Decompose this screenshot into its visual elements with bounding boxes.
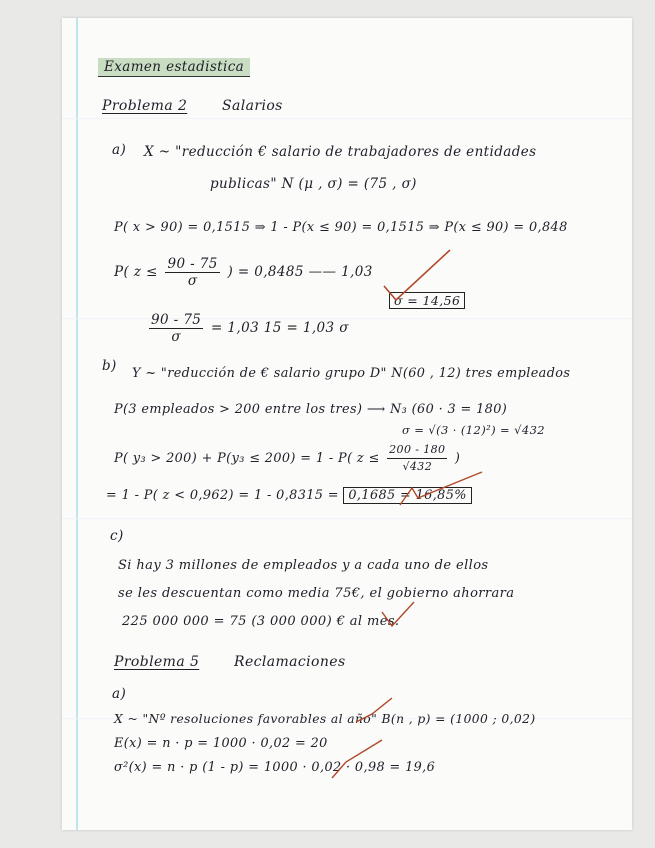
p5-line-1: X ~ "Nº resoluciones favorables al año" B(n , p) = (1000 ; 0,02) xyxy=(114,712,536,726)
sigma-result-box: σ = 14,56 xyxy=(389,292,465,309)
part-a-label: a) xyxy=(112,142,127,158)
p2-b-line-2: P(3 empleados > 200 entre los tres) ⟶ N₃ (60 · 3 = 180) xyxy=(114,402,508,417)
part-c-label: c) xyxy=(110,528,124,544)
p2-c-line-2: se les descuentan como media 75€, el gobierno ahorrara xyxy=(118,586,515,601)
grading-marks xyxy=(62,18,632,830)
p2-equation-3: $\frac{90 - 75}{\sigma}$ = 1,03 15 = 1,03 σ xyxy=(151,312,349,345)
fraction: $\frac{90 - 75}{\sigma}$ xyxy=(167,256,218,289)
fraction: $\frac{200 - 180}{√432}$ xyxy=(389,443,446,473)
check-mark-icon xyxy=(400,472,482,505)
p2-b-sigma: σ = √(3 · (12)²) = √432 xyxy=(402,423,546,437)
page-title: Examen estadistica xyxy=(98,58,250,77)
part-a-label: a) xyxy=(112,686,127,702)
final-result-box: 0,1685 = 16,85% xyxy=(343,487,471,504)
p5-line-2: E(x) = n · p = 1000 · 0,02 = 20 xyxy=(114,736,328,751)
p2-c-line-3: 225 000 000 = 75 (3 000 000) € al mes. xyxy=(122,614,400,629)
problem-5-topic: Reclamaciones xyxy=(234,654,346,670)
part-b-label: b) xyxy=(102,358,117,374)
check-mark-icon xyxy=(384,250,450,300)
check-mark-icon xyxy=(332,740,382,778)
check-mark-icon xyxy=(356,698,392,722)
problem-5-heading: Problema 5 xyxy=(114,654,200,670)
p2-c-line-1: Si hay 3 millones de empleados y a cada uno de ellos xyxy=(118,558,489,573)
p2-a-line-1: X ~ "reducción € salario de trabajadores de entidades xyxy=(144,144,537,160)
p2-equation-2: P( z ≤ $\frac{90 - 75}{\sigma}$ ) = 0,8485 —— 1,03 xyxy=(114,256,373,289)
p2-equation-1: P( x > 90) = 0,1515 ⇒ 1 - P(x ≤ 90) = 0,1515 ⇒ P(x ≤ 90) = 0,848 xyxy=(114,220,568,235)
p2-a-line-2: publicas" N (μ , σ) = (75 , σ) xyxy=(210,176,417,192)
notebook-page xyxy=(62,18,632,830)
p5-line-3: σ²(x) = n · p (1 - p) = 1000 · 0,02 · 0,98 = 19,6 xyxy=(114,760,436,775)
p2-b-line-3: P( y₃ > 200) + P(y₃ ≤ 200) = 1 - P( z ≤ $\frac{200 - 180}{√432}$ ) xyxy=(114,443,461,473)
problem-2-topic: Salarios xyxy=(222,98,283,114)
problem-2-heading: Problema 2 xyxy=(102,98,188,114)
p2-b-line-4: = 1 - P( z < 0,962) = 1 - 0,8315 = 0,1685 = 16,85% xyxy=(106,488,472,503)
p2-b-line-1: Y ~ "reducción de € salario grupo D" N(60 , 12) tres empleados xyxy=(132,366,571,381)
check-mark-icon xyxy=(382,602,414,626)
fraction: $\frac{90 - 75}{\sigma}$ xyxy=(151,312,202,345)
